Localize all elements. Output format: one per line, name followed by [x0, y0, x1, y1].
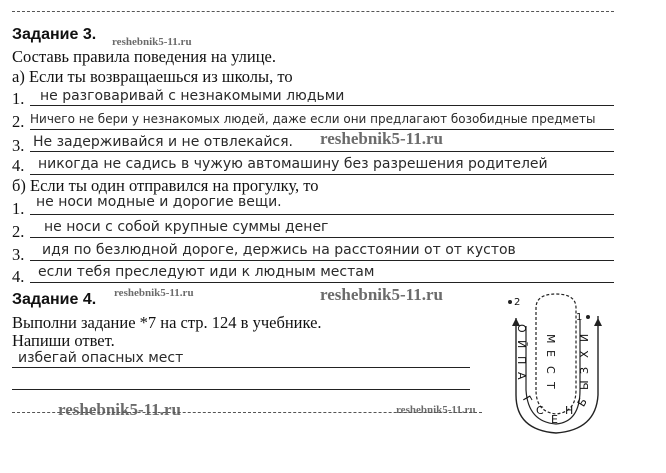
- puzzle-letter: Х: [578, 350, 591, 358]
- watermark: reshebnik5-11.ru: [320, 285, 443, 304]
- puzzle-letter: П: [515, 356, 528, 365]
- answer-line: [30, 105, 614, 106]
- answer-line: [12, 367, 470, 368]
- puzzle-letter: М: [544, 334, 557, 344]
- puzzle-letter: Й: [515, 340, 528, 349]
- answer-line: [30, 174, 614, 175]
- watermark: reshebnik5-11.ru: [112, 36, 192, 48]
- puzzle-letter: Т: [544, 382, 557, 389]
- marker-2: 2: [514, 297, 521, 308]
- answer-line: [30, 237, 614, 238]
- puzzle-letter: О: [515, 324, 528, 333]
- top-divider: [12, 11, 614, 12]
- item-number: 1.: [12, 89, 25, 108]
- puzzle-letter: И: [578, 333, 591, 342]
- answer-line: [30, 151, 614, 152]
- answer-line: [30, 282, 614, 283]
- letter-puzzle: [498, 290, 638, 440]
- answer-text: не разговаривай с незнакомыми людьми: [40, 88, 345, 104]
- item-number: 2.: [12, 222, 25, 241]
- marker-1: 1: [576, 312, 583, 323]
- puzzle-letter: Н: [565, 404, 574, 417]
- puzzle-letter: Г: [519, 393, 535, 406]
- watermark: reshebnik5-11.ru: [320, 129, 443, 148]
- answer-line: [30, 214, 614, 215]
- puzzle-letter: З: [578, 366, 591, 374]
- bottom-divider: [12, 412, 482, 413]
- puzzle-letter: Е: [544, 350, 557, 357]
- item-number: 2.: [12, 112, 25, 131]
- watermark: reshebnik5-11.ru: [396, 404, 476, 416]
- puzzle-letter: Е: [551, 413, 558, 426]
- watermark: reshebnik5-11.ru: [114, 287, 194, 299]
- section-b-label: б) Если ты один отправился на прогулку, то: [12, 176, 319, 195]
- answer-text: не носи модные и дорогие вещи.: [36, 194, 282, 210]
- item-number: 3.: [12, 245, 25, 264]
- task4-instruction: Выполни задание *7 на стр. 124 в учебнике.: [12, 313, 322, 332]
- answer-line: [30, 260, 614, 261]
- puzzle-letter: А: [515, 372, 528, 380]
- puzzle-letter: С: [544, 366, 557, 374]
- puzzle-letter: Б: [574, 395, 590, 409]
- task4-title: Задание 4.: [12, 291, 97, 308]
- task4-prompt: Напиши ответ.: [12, 331, 115, 350]
- puzzle-letter: С: [536, 404, 544, 417]
- item-number: 4.: [12, 156, 25, 175]
- item-number: 3.: [12, 136, 25, 155]
- task4-answer: избегай опасных мест: [18, 350, 184, 366]
- answer-text: идя по безлюдной дороге, держись на расстоянии от от кустов: [42, 242, 516, 258]
- watermark: reshebnik5-11.ru: [58, 400, 181, 419]
- puzzle-letter: Ы: [578, 380, 591, 390]
- item-number: 1.: [12, 199, 25, 218]
- start-dot: [508, 300, 512, 304]
- section-a-label: а) Если ты возвращаешься из школы, то: [12, 67, 293, 86]
- start-dot: [586, 315, 590, 319]
- task3-title: Задание 3.: [12, 26, 97, 43]
- item-number: 4.: [12, 267, 25, 286]
- answer-text: Ничего не бери у незнакомых людей, даже если они предлагают бозобидные предметы: [30, 112, 596, 126]
- answer-text: если тебя преследуют иди к людным местам: [38, 264, 375, 280]
- answer-text: никогда не садись в чужую автомашину без разрешения родителей: [38, 156, 548, 172]
- answer-text: не носи с собой крупные суммы денег: [44, 219, 329, 235]
- arrow-up-icon: [594, 318, 602, 326]
- task3-instruction: Составь правила поведения на улице.: [12, 47, 276, 66]
- answer-text: Не задерживайся и не отвлекайся.: [33, 134, 294, 150]
- answer-line: [12, 389, 470, 390]
